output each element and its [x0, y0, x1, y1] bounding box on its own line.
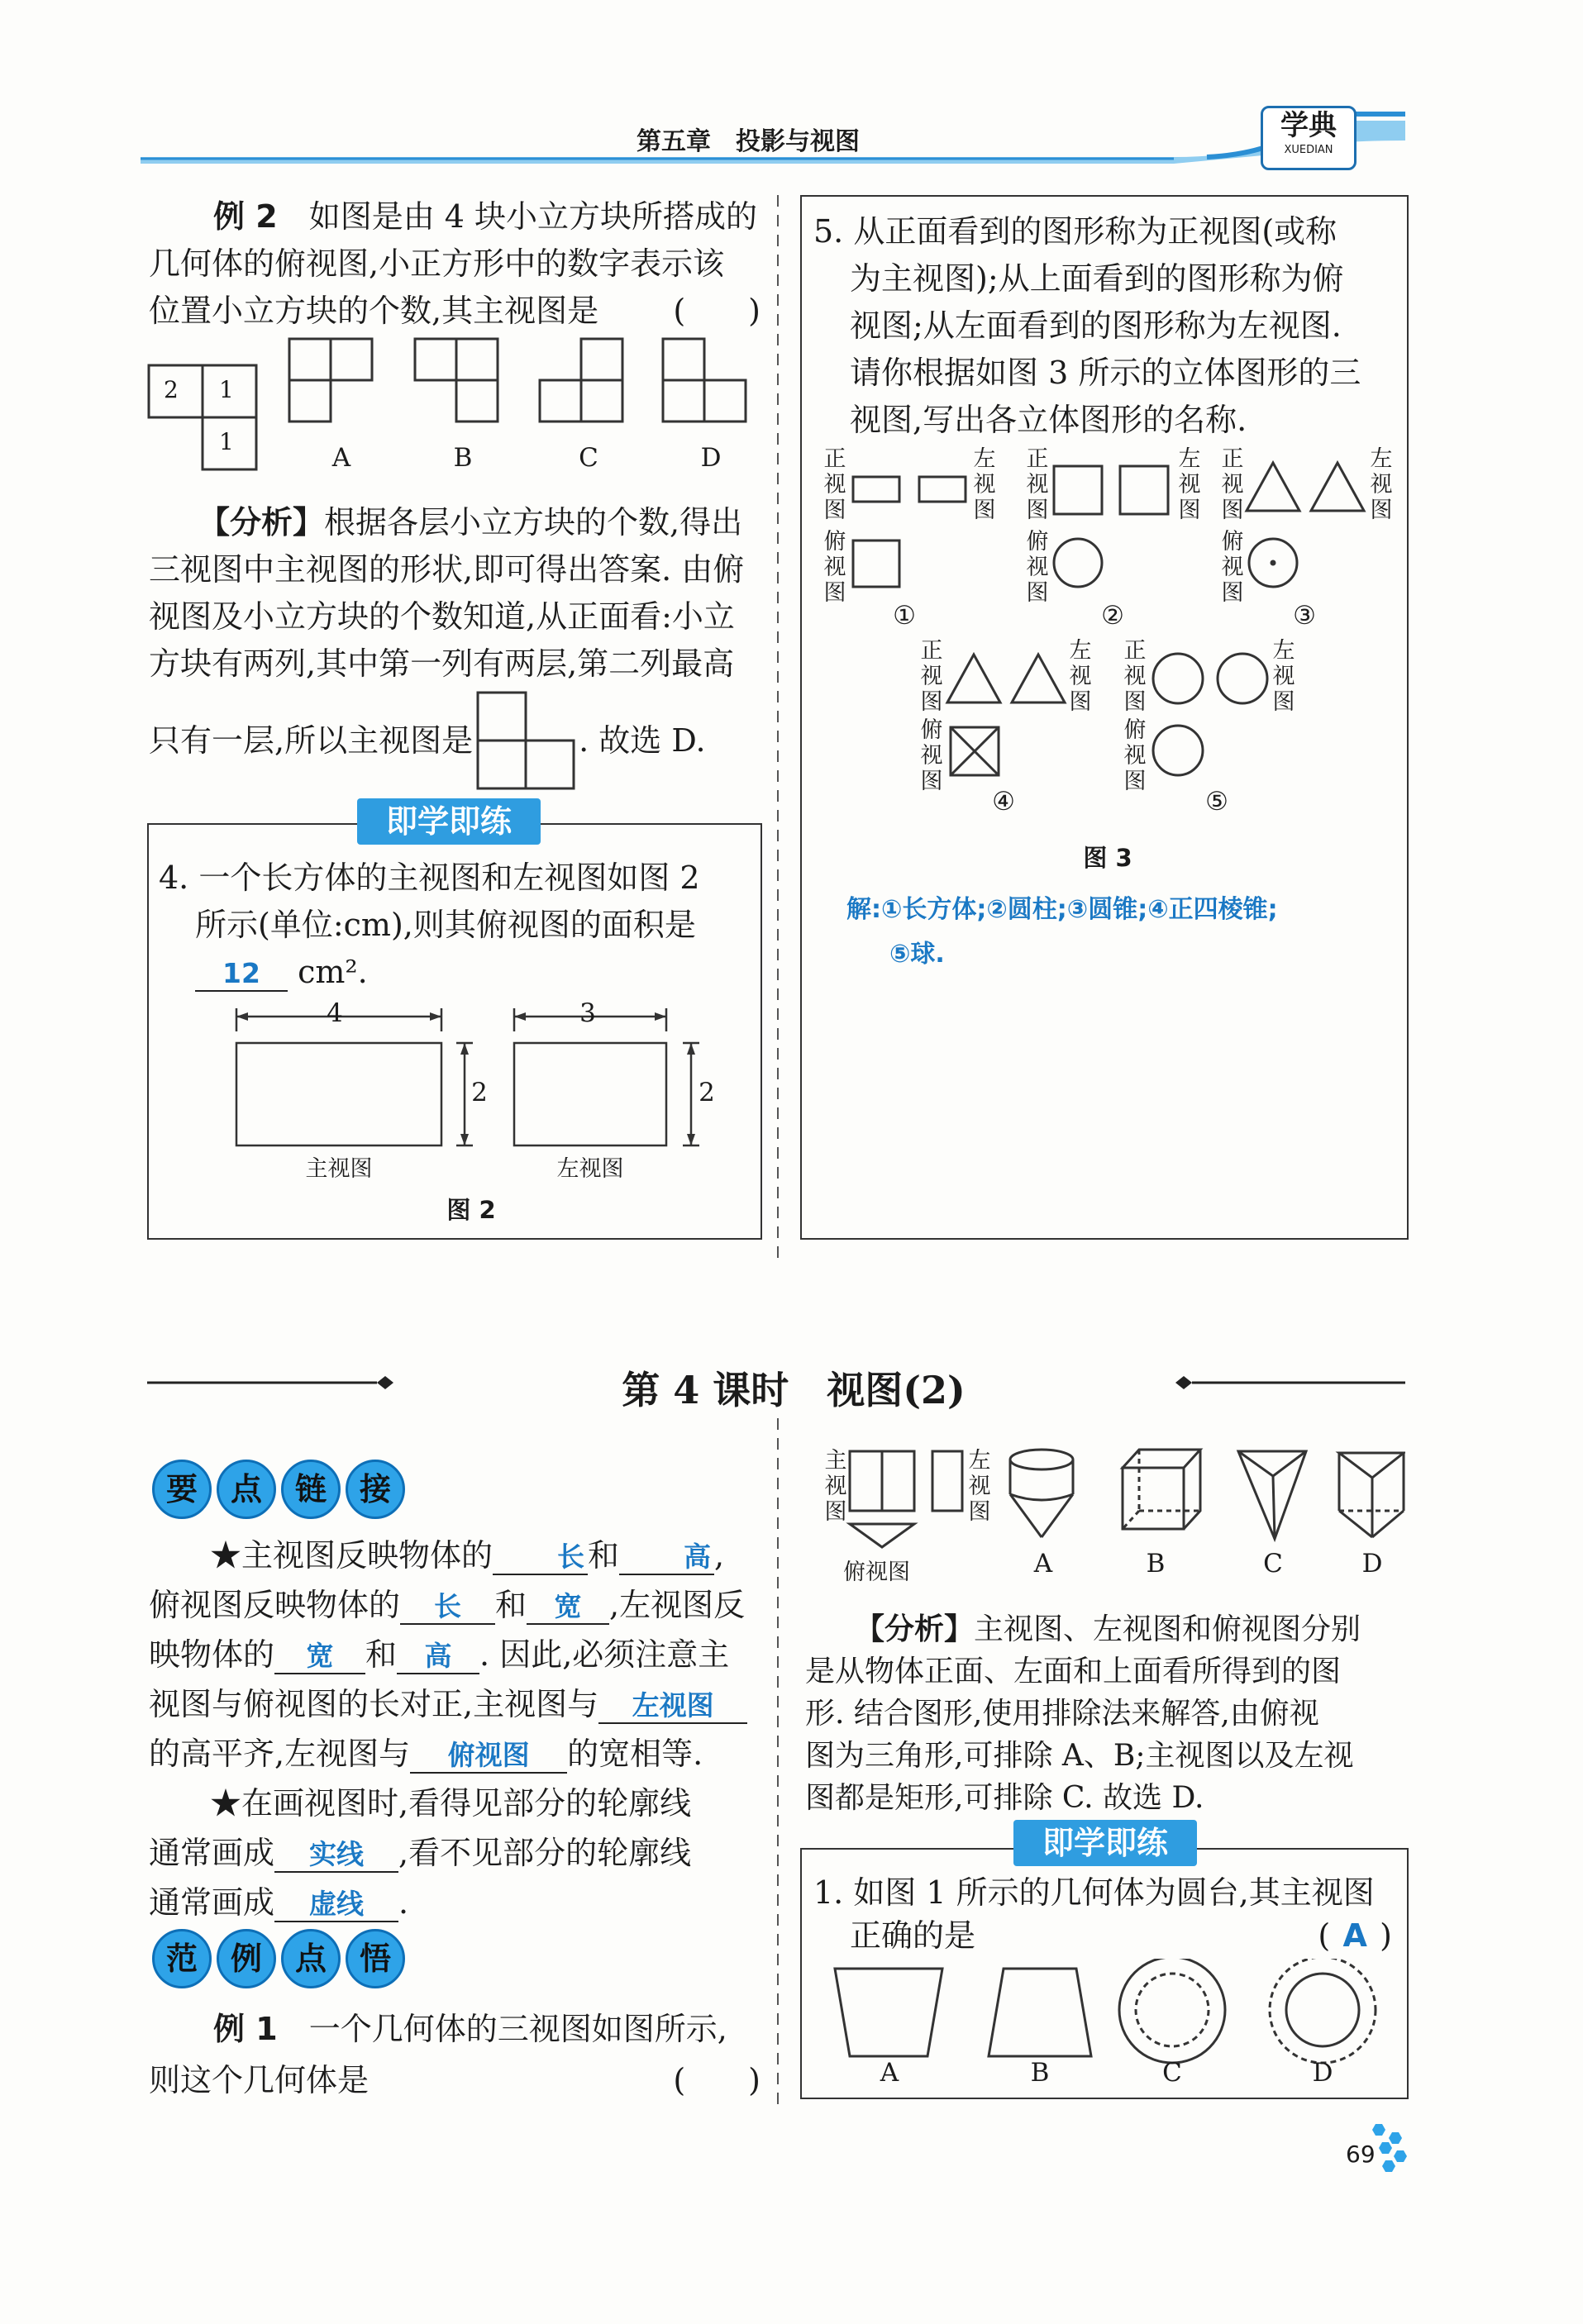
analysis-last-line	[149, 717, 706, 764]
solution-line: 解:①长方体;②圆柱;③圆锥;④正四棱锥;	[846, 895, 1278, 924]
kp-text: 视图与俯视图的长对正,主视图与	[149, 1686, 599, 1722]
q5-line: 视图;从左面看到的图形称为左视图.	[850, 307, 1342, 344]
tag-char: 链	[281, 1460, 341, 1519]
option-label: B	[1030, 2058, 1050, 2088]
analysis-line: 只有一层,所以主视图是	[149, 722, 474, 759]
q4-line: 4. 一个长方体的主视图和左视图如图 2	[159, 860, 700, 896]
tag-char: 范	[152, 1929, 212, 1988]
option-c-shape	[540, 339, 622, 421]
q5-fig-label: 图 3	[1083, 844, 1132, 872]
logo-subtext: XUEDIAN	[1284, 144, 1333, 156]
kp-blank: 宽	[274, 1640, 365, 1674]
left-view-label: 左视图	[1069, 638, 1092, 715]
q5-line: 视图,写出各立体图形的名称.	[850, 402, 1247, 438]
answer-bracket: ( )	[673, 2062, 761, 2098]
ex1-analysis	[805, 1608, 1404, 1819]
tag-char: 接	[346, 1460, 405, 1519]
kp-text: 和	[495, 1587, 527, 1623]
q5-line: 请你根据如图 3 所示的立体图形的三	[850, 355, 1361, 391]
analysis-line: 图为三角形,可排除 A、B;主视图以及左视	[805, 1739, 1354, 1773]
option-label: B	[1146, 1549, 1166, 1579]
hexagon-decor-icon	[1364, 2121, 1414, 2179]
title-decor-left	[147, 1370, 395, 1395]
ex1-figure	[843, 1445, 1405, 1577]
left-view-label: 左视图	[1370, 446, 1393, 523]
example1-line: 一个几何体的三视图如图所示,	[308, 2011, 727, 2047]
solid-number: ②	[1101, 601, 1124, 631]
kp-blank: 高	[397, 1640, 479, 1674]
tag-char: 要	[152, 1460, 212, 1519]
practice-tag: 即学即练	[1013, 1820, 1197, 1866]
q5-solution	[846, 888, 1278, 977]
top-view-label: 俯视图	[823, 529, 846, 606]
q5-line: 为主视图);从上面看到的图形称为俯	[850, 260, 1344, 297]
kp-text: 通常画成	[149, 1884, 275, 1921]
kp-text: .	[398, 1884, 409, 1921]
tag-char: 例	[217, 1929, 276, 1988]
q4-text	[159, 855, 754, 996]
option-label: A	[331, 443, 351, 473]
top-view-label: 俯视图	[843, 1560, 910, 1585]
example2-line: 几何体的俯视图,小正方形中的数字表示该	[149, 245, 725, 282]
example2-text	[149, 193, 761, 335]
option-label: D	[700, 443, 722, 473]
lesson-title: 第 4 课时 视图(2)	[622, 1368, 966, 1412]
q1-line: 正确的是	[850, 1917, 976, 1954]
option-label: A	[880, 2058, 899, 2088]
option-a-shape	[289, 339, 372, 421]
key-points-text	[149, 1531, 761, 1927]
q1-line: 1. 如图 1 所示的几何体为圆台,其主视图	[813, 1874, 1375, 1911]
analysis-line: 形. 结合图形,使用排除法来解答,由俯视	[805, 1697, 1319, 1731]
example2-label: 例 2	[213, 198, 278, 235]
grid-number: 1	[219, 428, 234, 455]
q4-front-height: 2	[471, 1078, 488, 1107]
tag-char: 点	[281, 1929, 341, 1988]
kp-text: ,左视图反	[609, 1587, 746, 1623]
analysis-line: . 故选 D.	[579, 722, 706, 759]
analysis-line: 主视图、左视图和俯视图分别	[974, 1612, 1361, 1646]
kp-text: 通常画成	[149, 1835, 275, 1871]
solution-line: ⑤球.	[889, 940, 945, 969]
option-label: D	[1361, 1549, 1383, 1579]
q4-front-width: 4	[327, 998, 343, 1028]
example2-analysis	[149, 499, 765, 688]
q4-side-height: 2	[699, 1078, 715, 1107]
examples-tag	[152, 1929, 410, 1988]
kp-text: 的高平齐,左视图与	[149, 1736, 411, 1772]
analysis-line: 是从物体正面、左面和上面看所得到的图	[805, 1655, 1342, 1688]
kp-text: 映物体的	[149, 1636, 275, 1673]
kp-blank: 高	[619, 1541, 714, 1575]
q4-fig-label: 图 2	[446, 1196, 496, 1224]
analysis-line: 图都是矩形,可排除 C. 故选 D.	[805, 1781, 1204, 1815]
q1-text	[813, 1871, 1392, 1957]
kp-blank: 长	[493, 1541, 588, 1575]
q5-line: 5. 从正面看到的图形称为正视图(或称	[813, 213, 1337, 250]
option-label: B	[453, 443, 473, 473]
q1-answer-bracket: ( A )	[1318, 1914, 1392, 1957]
kp-text: 和	[588, 1537, 620, 1574]
kp-text: ★主视图反映物体的	[210, 1537, 493, 1574]
analysis-line: 根据各层小立方块的个数,得出	[324, 504, 743, 541]
q4-side-label: 左视图	[556, 1156, 624, 1182]
q4-front-label: 主视图	[305, 1156, 373, 1182]
kp-blank: 宽	[527, 1590, 609, 1625]
kp-blank: 俯视图	[410, 1739, 567, 1774]
example2-option-shapes	[285, 337, 748, 428]
logo-text: 学典	[1280, 109, 1337, 142]
top-view-label: 俯视图	[920, 717, 943, 794]
kp-text: 俯视图反映物体的	[149, 1587, 401, 1623]
practice-tag: 即学即练	[357, 798, 541, 845]
example1-line: 则这个几何体是	[149, 2062, 370, 2098]
solid-number: ④	[992, 787, 1015, 817]
kp-text: ,	[714, 1537, 725, 1574]
analysis-line: 方块有两列,其中第一列有两层,第二列最高	[149, 645, 735, 682]
analysis-line: 三视图中主视图的形状,即可得出答案. 由俯	[149, 551, 745, 588]
top-view-label: 俯视图	[1123, 717, 1147, 794]
option-label: A	[1033, 1549, 1053, 1579]
kp-blank: 虚线	[274, 1888, 398, 1922]
answer-bracket: ( )	[673, 293, 761, 329]
front-view-label: 正视图	[1221, 446, 1244, 523]
key-points-tag	[152, 1460, 410, 1519]
analysis-label: 【分析】	[198, 504, 325, 541]
q4-unit: cm².	[298, 954, 368, 990]
left-view-label: 左视图	[973, 446, 996, 523]
kp-blank: 长	[400, 1590, 495, 1625]
q4-line: 所示(单位:cm),则其俯视图的面积是	[195, 907, 696, 943]
q4-figure	[223, 992, 719, 1157]
example1-label: 例 1	[213, 2011, 278, 2047]
option-label: C	[1263, 1549, 1283, 1579]
q4-answer: 12	[195, 957, 288, 992]
inline-front-view	[476, 691, 579, 792]
top-view-label: 俯视图	[1026, 529, 1049, 606]
option-b-shape	[415, 339, 498, 421]
front-view-label: 正视图	[823, 446, 846, 523]
front-view-label: 正视图	[1123, 638, 1147, 715]
front-view-label: 正视图	[1026, 446, 1049, 523]
kp-text: 和	[365, 1636, 398, 1673]
kp-text: 的宽相等.	[567, 1736, 703, 1772]
page-number: 69	[1346, 2141, 1376, 2168]
kp-blank: 左视图	[598, 1689, 747, 1724]
solid-number: ⑤	[1205, 787, 1228, 817]
left-view-label: 左视图	[968, 1448, 991, 1525]
option-label: C	[579, 443, 598, 473]
q5-text	[813, 208, 1400, 444]
chapter-title: 第五章 投影与视图	[637, 127, 860, 156]
top-view-label: 俯视图	[1221, 529, 1244, 606]
q4-side-width: 3	[579, 998, 596, 1028]
q1-options-figure	[827, 1959, 1397, 2066]
grid-number: 1	[219, 376, 234, 403]
example1-text	[149, 2003, 761, 2106]
solid-number: ③	[1293, 601, 1316, 631]
logo	[1261, 106, 1357, 170]
front-view-label: 主视图	[824, 1448, 847, 1525]
kp-text: ,看不见部分的轮廓线	[398, 1835, 692, 1871]
kp-text: ★在画视图时,看得见部分的轮廓线	[210, 1785, 692, 1822]
example2-line: 如图是由 4 块小立方块所搭成的	[308, 198, 758, 235]
left-view-label: 左视图	[1272, 638, 1295, 715]
front-view-label: 正视图	[920, 638, 943, 715]
analysis-line: 视图及小立方块的个数知道,从正面看:小立	[149, 598, 735, 635]
tag-char: 点	[217, 1460, 276, 1519]
q1-answer: A	[1342, 1917, 1367, 1954]
left-view-label: 左视图	[1178, 446, 1201, 523]
kp-blank: 实线	[274, 1838, 398, 1873]
solid-number: ①	[893, 601, 916, 631]
title-decor-right	[1174, 1370, 1422, 1395]
option-label: C	[1162, 2058, 1182, 2088]
grid-number: 2	[164, 376, 179, 403]
analysis-label: 【分析】	[855, 1612, 975, 1646]
option-label: D	[1312, 2058, 1333, 2088]
example2-line: 位置小立方块的个数,其主视图是	[149, 293, 599, 329]
kp-text: . 因此,必须注意主	[479, 1636, 730, 1673]
column-divider	[775, 195, 780, 2112]
option-d-shape	[663, 339, 746, 421]
tag-char: 悟	[346, 1929, 405, 1988]
